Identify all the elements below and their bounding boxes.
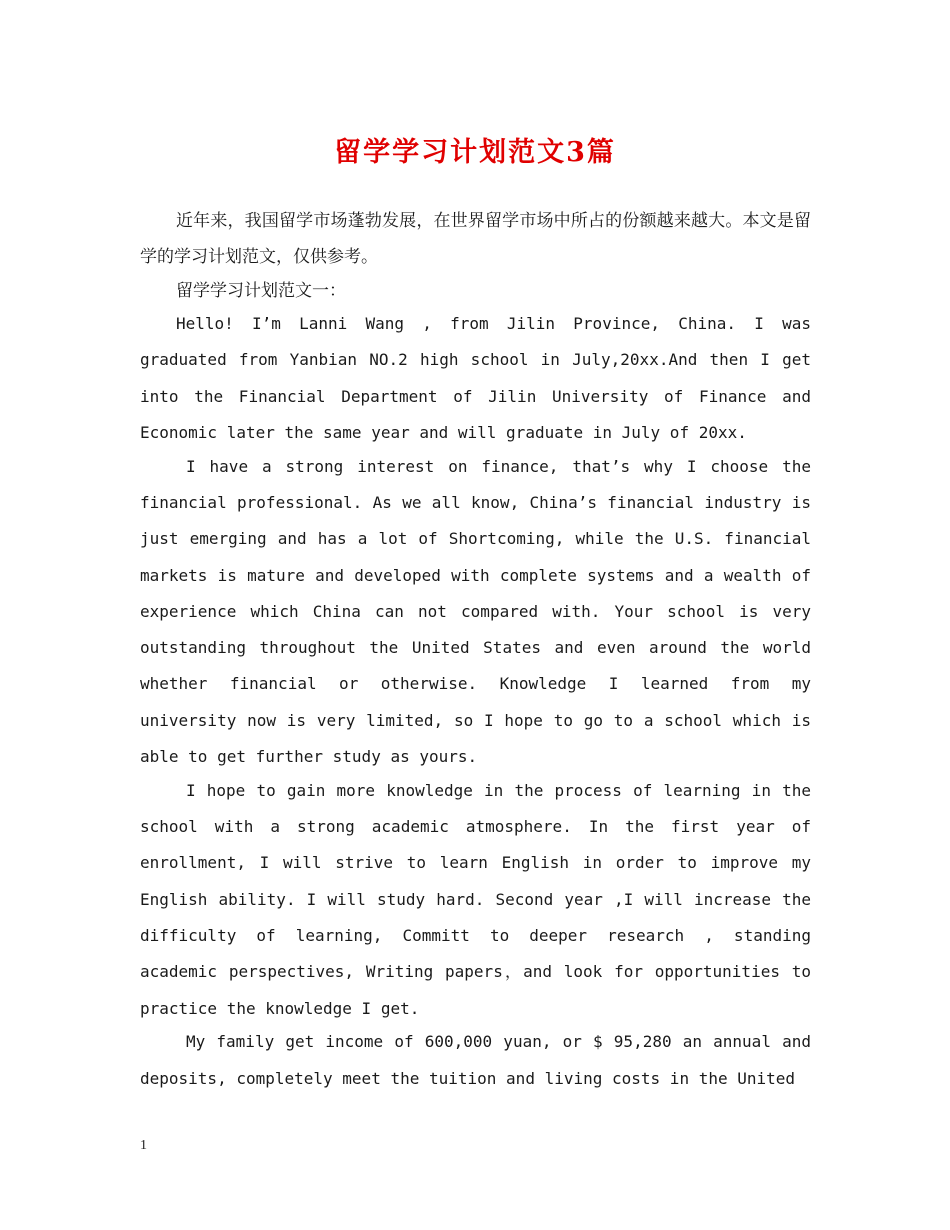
body-paragraph: My family get income of 600,000 yuan, or $ 95,280 an annual and deposits, completely meet the tuition and living costs in the United: [140, 1032, 811, 1088]
document-title: 留学学习计划范文3篇: [334, 137, 616, 168]
body-paragraph: I hope to gain more knowledge in the process of learning in the school with a strong academic atmosphere. In the first year of enrollment, I will strive to learn English in order to improve my English ability. I will study hard. Second year ,I will increase the difficulty of learning, Committ to deeper research , standing academic perspectives, Writing papers，and look for opportunities to practice the knowledge I get.: [140, 780, 811, 1018]
document-body: [140, 203, 811, 1095]
intro-paragraph: 近年来，我国留学市场蓬勃发展，在世界留学市场中所占的份额越来越大。本文是留学的学习计划范文，仅供参考。: [140, 211, 811, 267]
page-number: 1: [140, 1138, 147, 1153]
body-paragraph: Hello! I’m Lanni Wang , from Jilin Province, China. I was graduated from Yanbian NO.2 high school in July,20xx.And then I get into the Financial Department of Jilin University of Finance and Economic later the same year and will graduate in July of 20xx.: [140, 314, 811, 442]
section-heading: 留学学习计划范文一：: [176, 280, 346, 301]
body-paragraph: I have a strong interest on finance, that’s why I choose the financial professional. As we all know, China’s financial industry is just emerging and has a lot of Shortcoming, while the U.S. financial markets is mature and developed with complete systems and a wealth of experience which China can not compared with. Your school is very outstanding throughout the United States and even around the world whether financial or otherwise. Knowledge I learned from my university now is very limited, so I hope to go to a school which is able to get further study as yours.: [140, 456, 811, 767]
